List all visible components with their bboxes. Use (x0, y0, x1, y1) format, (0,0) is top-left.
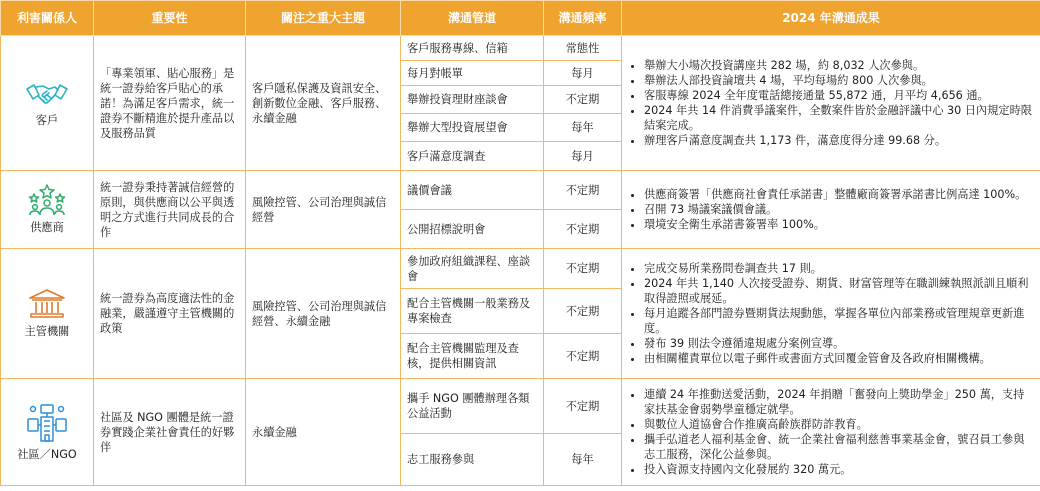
stakeholder-name: 客戶 (35, 113, 59, 127)
importance-cell: 「專業領軍、貼心服務」是統一證券給客戶貼心的承諾！為滿足客戶需求，統一證券不斷精進於提升產品以及服務品質 (94, 36, 246, 171)
result-item: • 連續 24 年推動送愛活動，2024 年捐贈「奮發向上獎助學金」250 萬，支持家扶基金會弱勢學童穩定就學。 (644, 387, 1034, 417)
result-item: • 與數位人道協會合作推廣高齡族群防詐教育。 (644, 417, 1034, 432)
handshake-icon (25, 79, 69, 109)
table-header-row (1, 1, 1040, 36)
stakeholder-name: 供應商 (30, 221, 64, 234)
frequency-cell: 不定期 (544, 379, 622, 434)
stakeholder-cell (1, 379, 94, 486)
importance-cell: 統一證券為高度適法性的金融業，嚴謹遵守主管機關的政策 (94, 249, 246, 379)
frequency-cell: 每月 (544, 142, 622, 171)
table-row (1, 36, 1040, 61)
result-item: • 客服專線 2024 全年度電話總接通量 55,872 通，月平均 4,656 通。 (644, 88, 1034, 103)
channel-cell: 志工服務參與 (401, 434, 544, 486)
header-importance: 重要性 (94, 1, 246, 36)
result-item: • 辦理客戶滿意度調查共 1,173 件，滿意度得分達 99.68 分。 (644, 133, 1034, 148)
result-item: • 2024 年共 1,140 人次接受證券、期貨、財富管理等在職訓練執照派訓且順利取得證照或展延。 (644, 276, 1034, 306)
results-cell (622, 379, 1040, 486)
result-item: • 發布 39 則法令遵循違規處分案例宣導。 (644, 336, 1034, 351)
stakeholder-name: 社區／NGO (17, 447, 77, 461)
channel-cell: 配合主管機關監理及查核，提供相關資訊 (401, 334, 544, 379)
frequency-cell: 不定期 (544, 289, 622, 334)
result-item: • 由相關權責單位以電子郵件或書面方式回覆金管會及各政府相關機構。 (644, 351, 1034, 366)
results-cell (622, 171, 1040, 249)
result-item: • 環境安全衛生承諾書簽署率 100%。 (644, 217, 1034, 232)
table-row (1, 249, 1040, 289)
channel-cell: 公開招標說明會 (401, 210, 544, 249)
channel-cell: 攜手 NGO 團體辦理各類公益活動 (401, 379, 544, 434)
stakeholder-cell (1, 171, 94, 249)
channel-cell: 配合主管機關一般業務及專案檢查 (401, 289, 544, 334)
importance-cell: 社區及 NGO 團體是統一證券實踐企業社會責任的好夥伴 (94, 379, 246, 486)
result-item: • 每月追蹤各部門證券暨期貨法規動態，掌握各單位內部業務或管理規章更新進度。 (644, 306, 1034, 336)
frequency-cell: 常態性 (544, 36, 622, 61)
frequency-cell: 每月 (544, 61, 622, 86)
table-row (1, 171, 1040, 210)
channel-cell: 舉辦投資理財座談會 (401, 86, 544, 114)
channel-cell: 客戶滿意度調查 (401, 142, 544, 171)
header-stakeholder: 利害關係人 (1, 1, 94, 36)
result-item: • 舉辦法人部投資論壇共 4 場，平均每場約 800 人次參與。 (644, 73, 1034, 88)
stakeholder-cell (1, 36, 94, 171)
result-item: • 召開 73 場議案議價會議。 (644, 202, 1034, 217)
community-buildings-icon (25, 403, 69, 443)
topics-cell: 風險控管、公司治理與誠信經營 (246, 171, 401, 249)
result-item: • 攜手弘道老人福利基金會、統一企業社會福利慈善事業基金會，號召員工參與志工服務，深化公益參與。 (644, 432, 1034, 462)
people-stars-icon (27, 184, 67, 216)
stakeholder-name: 主管機關 (24, 325, 70, 338)
frequency-cell: 每年 (544, 434, 622, 486)
header-frequency: 溝通頻率 (544, 1, 622, 36)
channel-cell: 議價會議 (401, 171, 544, 210)
result-item: • 2024 年共 14 件消費爭議案件，全數案件皆於金融評議中心 30 日內規定時限結案完成。 (644, 103, 1034, 133)
topics-cell: 風險控管、公司治理與誠信經營、永續金融 (246, 249, 401, 379)
result-item: • 完成交易所業務問卷調查共 17 則。 (644, 261, 1034, 276)
frequency-cell: 每年 (544, 114, 622, 142)
frequency-cell: 不定期 (544, 86, 622, 114)
header-topics: 關注之重大主題 (246, 1, 401, 36)
result-item: • 供應商簽署「供應商社會責任承諾書」整體廠商簽署承諾書比例高達 100%。 (644, 187, 1034, 202)
results-cell (622, 249, 1040, 379)
frequency-cell: 不定期 (544, 249, 622, 289)
channel-cell: 參加政府組織課程、座談會 (401, 249, 544, 289)
result-item: • 舉辦大小場次投資講座共 282 場，約 8,032 人次參與。 (644, 58, 1034, 73)
importance-cell: 統一證券秉持著誠信經營的原則，與供應商以公平與透明之方式進行共同成長的合作 (94, 171, 246, 249)
frequency-cell: 不定期 (544, 171, 622, 210)
topics-cell: 客戶隱私保護及資訊安全、創新數位金融、客戶服務、永續金融 (246, 36, 401, 171)
result-item: • 投入資源支持國內文化發展約 320 萬元。 (644, 462, 1034, 477)
frequency-cell: 不定期 (544, 210, 622, 249)
government-building-icon (27, 288, 67, 320)
results-cell (622, 36, 1040, 171)
header-channel: 溝通管道 (401, 1, 544, 36)
stakeholder-cell (1, 249, 94, 379)
topics-cell: 永續金融 (246, 379, 401, 486)
channel-cell: 舉辦大型投資展望會 (401, 114, 544, 142)
channel-cell: 客戶服務專線、信箱 (401, 36, 544, 61)
header-results: 2024 年溝通成果 (622, 1, 1040, 36)
channel-cell: 每月對帳單 (401, 61, 544, 86)
table-row (1, 379, 1040, 434)
frequency-cell: 不定期 (544, 334, 622, 379)
